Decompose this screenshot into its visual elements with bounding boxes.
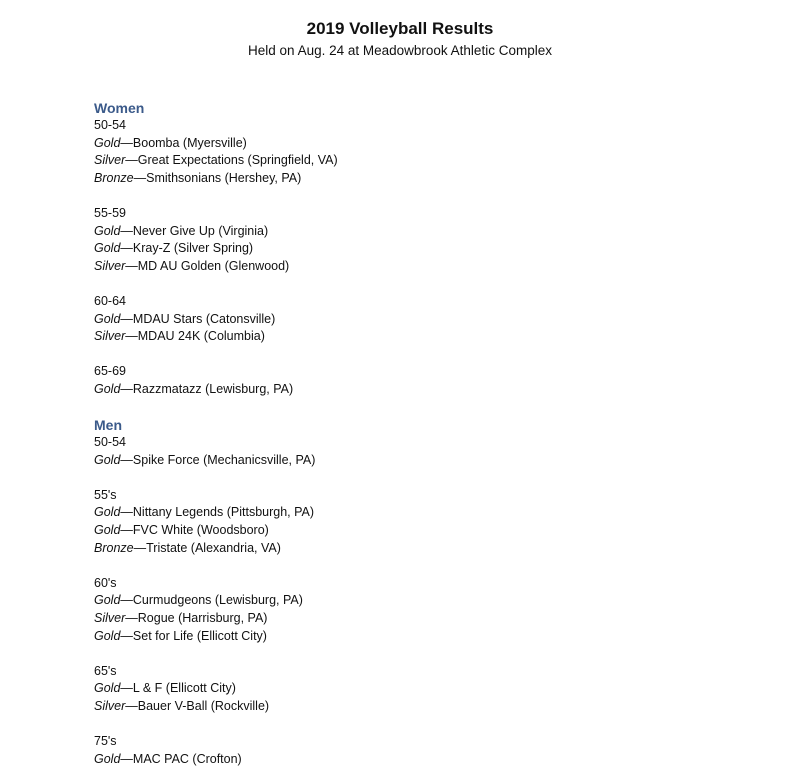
team-name: Kray-Z (Silver Spring) <box>132 241 254 256</box>
em-dash-separator: — <box>120 681 133 696</box>
em-dash-separator: — <box>120 751 133 766</box>
em-dash-separator: — <box>120 593 133 608</box>
age-group-label: 50-54 <box>94 118 126 132</box>
medal-label: Gold <box>94 241 121 256</box>
division-spacer <box>94 346 694 364</box>
team-name: Boomba (Myersville) <box>132 135 247 150</box>
team-name: Set for Life (Ellicott City) <box>132 628 267 643</box>
team-name: Nittany Legends (Pittsburgh, PA) <box>132 505 315 520</box>
result-line <box>94 522 694 540</box>
medal-label: Gold <box>94 751 121 766</box>
division-block <box>94 293 694 346</box>
medal-label: Silver <box>94 153 126 168</box>
team-name: FVC White (Woodsboro) <box>132 523 269 538</box>
medal-label: Gold <box>94 135 121 150</box>
em-dash-separator: — <box>120 241 133 256</box>
medal-label: Gold <box>94 381 121 396</box>
division-block <box>94 663 694 716</box>
division-block <box>94 117 694 187</box>
team-name: Smithsonians (Hershey, PA) <box>146 170 302 185</box>
team-name: MDAU Stars (Catonsville) <box>132 311 276 326</box>
division-spacer <box>94 187 694 205</box>
result-line <box>94 240 694 258</box>
team-name: MDAU 24K (Columbia) <box>137 329 265 344</box>
em-dash-separator: — <box>120 505 133 520</box>
page-title: 2019 Volleyball Results <box>306 19 494 38</box>
em-dash-separator: — <box>120 381 133 396</box>
division-spacer <box>94 557 694 575</box>
team-name: Spike Force (Mechanicsville, PA) <box>132 452 316 467</box>
division-block <box>94 434 694 469</box>
result-line <box>94 592 694 610</box>
result-line <box>94 311 694 329</box>
em-dash-separator: — <box>120 452 133 467</box>
result-line <box>94 452 694 470</box>
em-dash-separator: — <box>125 258 138 273</box>
division-spacer <box>94 645 694 663</box>
result-line <box>94 223 694 241</box>
result-line <box>94 504 694 522</box>
team-name: Rogue (Harrisburg, PA) <box>137 611 268 626</box>
em-dash-separator: — <box>120 311 133 326</box>
age-group-label: 65's <box>94 663 117 678</box>
division-block <box>94 575 694 645</box>
division-block <box>94 363 694 398</box>
medal-label: Silver <box>94 329 126 344</box>
team-name: Tristate (Alexandria, VA) <box>146 540 281 555</box>
age-group-label: 50-54 <box>94 435 126 450</box>
age-group-label: 65-69 <box>94 364 126 379</box>
result-line <box>94 680 694 698</box>
division-spacer <box>94 716 694 734</box>
result-line <box>94 381 694 399</box>
age-group-label: 55's <box>94 487 117 502</box>
team-name: Bauer V-Ball (Rockville) <box>137 699 270 713</box>
em-dash-separator: — <box>125 611 138 626</box>
em-dash-separator: — <box>120 523 133 538</box>
team-name: Great Expectations (Springfield, VA) <box>137 153 338 168</box>
em-dash-separator: — <box>120 628 133 643</box>
division-block <box>94 733 694 768</box>
medal-label: Silver <box>94 611 126 626</box>
medal-label: Silver <box>94 699 126 713</box>
team-name: Curmudgeons (Lewisburg, PA) <box>132 593 303 608</box>
team-name: MD AU Golden (Glenwood) <box>137 258 290 273</box>
medal-label: Gold <box>94 311 121 326</box>
medal-label: Gold <box>94 223 121 238</box>
page-subtitle: Held on Aug. 24 at Meadowbrook Athletic Complex <box>248 43 552 58</box>
section-heading: Women <box>94 100 145 116</box>
medal-label: Bronze <box>94 170 134 185</box>
team-name: Never Give Up (Virginia) <box>132 223 269 238</box>
section-gap <box>94 399 694 417</box>
result-line <box>94 610 694 628</box>
medal-label: Gold <box>94 593 121 608</box>
result-line <box>94 135 694 153</box>
result-line <box>94 628 694 646</box>
em-dash-separator: — <box>120 135 133 150</box>
results-content <box>94 99 694 768</box>
medal-label: Gold <box>94 681 121 696</box>
medal-label: Bronze <box>94 540 134 555</box>
em-dash-separator: — <box>120 223 133 238</box>
age-group-label: 60's <box>94 575 117 590</box>
em-dash-separator: — <box>125 329 138 344</box>
division-block <box>94 487 694 557</box>
result-line <box>94 258 694 276</box>
division-block <box>94 205 694 275</box>
result-line <box>94 170 694 188</box>
medal-label: Gold <box>94 628 121 643</box>
medal-label: Gold <box>94 505 121 520</box>
division-spacer <box>94 469 694 487</box>
em-dash-separator: — <box>125 699 138 713</box>
age-group-label: 55-59 <box>94 205 126 220</box>
result-line <box>94 152 694 170</box>
medal-label: Gold <box>94 523 121 538</box>
section-heading: Men <box>94 417 122 434</box>
team-name: Razzmatazz (Lewisburg, PA) <box>132 381 294 396</box>
result-line <box>94 540 694 558</box>
medal-label: Gold <box>94 452 121 467</box>
result-line <box>94 751 694 769</box>
document-header <box>0 18 800 61</box>
division-spacer <box>94 275 694 293</box>
result-line <box>94 328 694 346</box>
result-line <box>94 698 694 716</box>
em-dash-separator: — <box>133 540 147 555</box>
age-group-label: 75's <box>94 734 117 749</box>
em-dash-separator: — <box>133 170 147 185</box>
team-name: MAC PAC (Crofton) <box>132 751 242 766</box>
age-group-label: 60-64 <box>94 293 126 308</box>
team-name: L & F (Ellicott City) <box>132 681 236 696</box>
medal-label: Silver <box>94 258 126 273</box>
em-dash-separator: — <box>125 153 138 168</box>
